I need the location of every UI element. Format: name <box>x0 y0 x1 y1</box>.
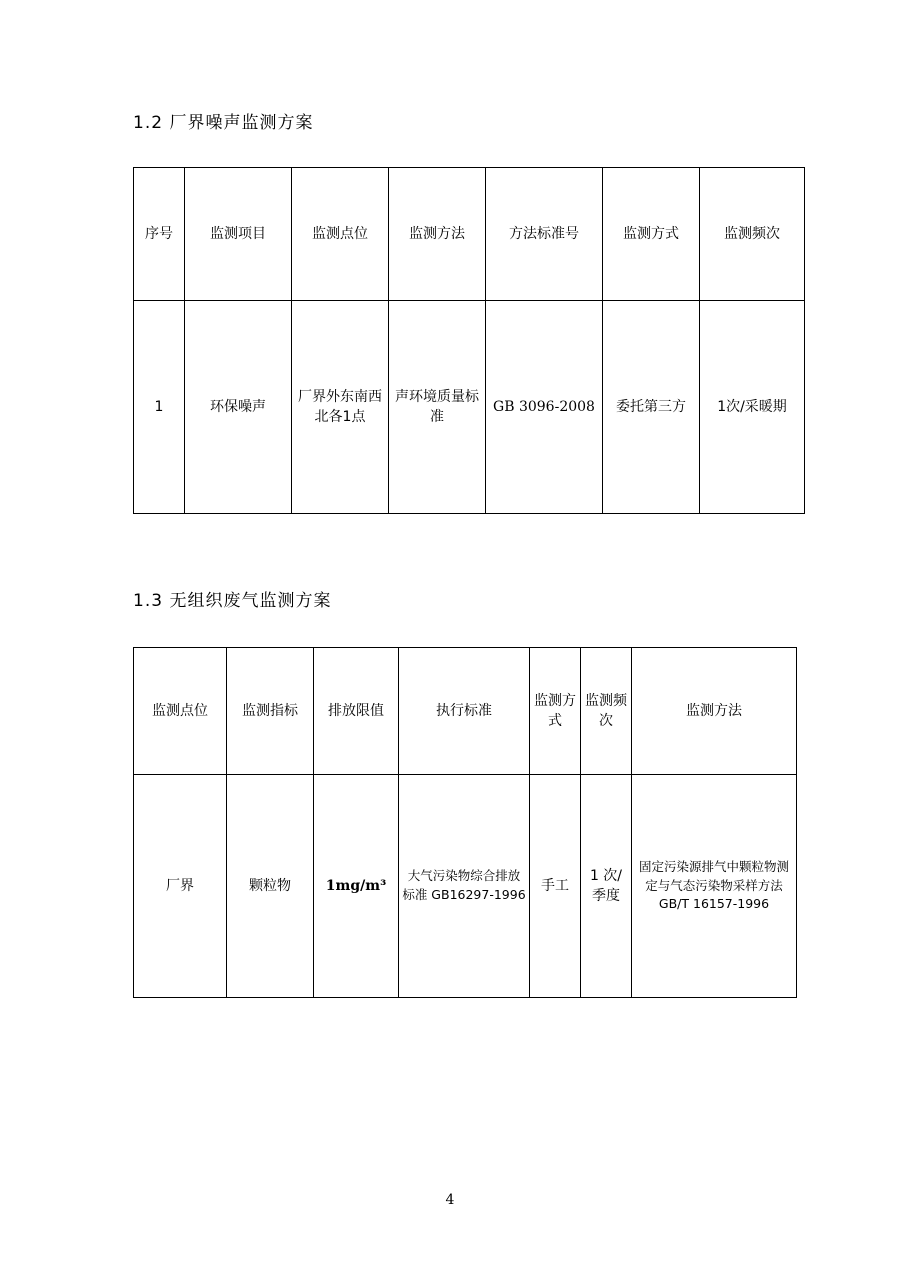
column-header-standard-no: 方法标准号 <box>486 168 603 301</box>
cell-method: 声环境质量标准 <box>389 301 486 514</box>
column-header-mode: 监测方式 <box>603 168 700 301</box>
cell-frequency: 1次/采暖期 <box>700 301 805 514</box>
table-row <box>134 301 805 514</box>
column-header-frequency: 监测频次 <box>700 168 805 301</box>
cell-execution-standard: 大气污染物综合排放标准 GB16297-1996 <box>399 775 530 998</box>
column-header-index: 序号 <box>134 168 185 301</box>
cell-item: 环保噪声 <box>185 301 292 514</box>
column-header-execution-standard: 执行标准 <box>399 648 530 775</box>
column-header-indicator: 监测指标 <box>227 648 314 775</box>
column-header-point: 监测点位 <box>134 648 227 775</box>
cell-standard-no: GB 3096-2008 <box>486 301 603 514</box>
noise-monitoring-table <box>133 167 805 514</box>
column-header-frequency: 监测频次 <box>581 648 632 775</box>
cell-point: 厂界 <box>134 775 227 998</box>
section-heading-noise: 1.2 厂界噪声监测方案 <box>133 113 314 133</box>
page-number: 4 <box>445 1192 455 1208</box>
cell-index: 1 <box>134 301 185 514</box>
column-header-item: 监测项目 <box>185 168 292 301</box>
cell-limit: 1mg/m³ <box>314 775 399 998</box>
section-gas-wrapper <box>133 586 767 611</box>
cell-mode: 委托第三方 <box>603 301 700 514</box>
column-header-limit: 排放限值 <box>314 648 399 775</box>
section-heading-gas: 1.3 无组织废气监测方案 <box>133 591 332 611</box>
table-header-row <box>134 168 805 301</box>
column-header-point: 监测点位 <box>292 168 389 301</box>
cell-indicator: 颗粒物 <box>227 775 314 998</box>
column-header-method: 监测方法 <box>389 168 486 301</box>
cell-frequency: 1 次/季度 <box>581 775 632 998</box>
table-row <box>134 775 797 998</box>
cell-point: 厂界外东南西北各1点 <box>292 301 389 514</box>
column-header-method: 监测方法 <box>632 648 797 775</box>
cell-method: 固定污染源排气中颗粒物测定与气态污染物采样方法 GB/T 16157-1996 <box>632 775 797 998</box>
table-header-row <box>134 648 797 775</box>
column-header-mode: 监测方式 <box>530 648 581 775</box>
fugitive-gas-monitoring-table <box>133 647 797 998</box>
page-content <box>133 0 789 998</box>
cell-mode: 手工 <box>530 775 581 998</box>
